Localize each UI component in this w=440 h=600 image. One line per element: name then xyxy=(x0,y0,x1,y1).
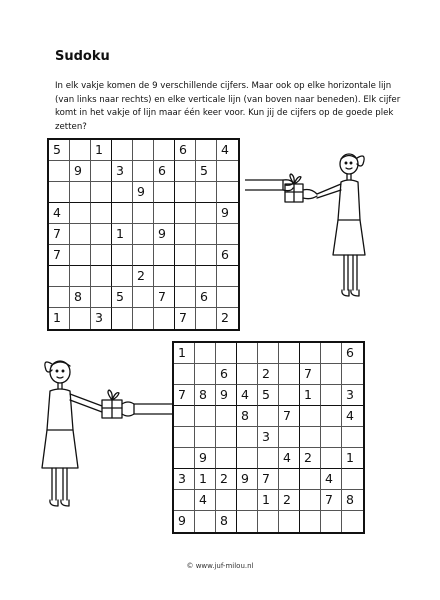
sudoku-cell[interactable] xyxy=(279,511,300,532)
sudoku-cell[interactable] xyxy=(195,364,216,385)
sudoku-cell[interactable] xyxy=(133,224,154,245)
sudoku-cell[interactable] xyxy=(175,161,196,182)
sudoku-cell[interactable] xyxy=(258,406,279,427)
sudoku-cell: 1 xyxy=(49,308,70,329)
sudoku-cell[interactable] xyxy=(279,385,300,406)
sudoku-cell[interactable] xyxy=(196,182,217,203)
instructions-line: zetten? xyxy=(55,121,87,132)
sudoku-cell[interactable] xyxy=(237,343,258,364)
sudoku-cell[interactable] xyxy=(91,245,112,266)
sudoku-cell[interactable] xyxy=(216,448,237,469)
sudoku-cell: 4 xyxy=(342,406,363,427)
sudoku-cell: 8 xyxy=(237,406,258,427)
sudoku-cell[interactable] xyxy=(342,427,363,448)
sudoku-cell: 4 xyxy=(321,469,342,490)
sudoku-cell: 9 xyxy=(174,511,195,532)
sudoku-cell[interactable] xyxy=(175,224,196,245)
sudoku-cell[interactable] xyxy=(217,224,238,245)
sudoku-cell: 7 xyxy=(175,308,196,329)
sudoku-cell[interactable] xyxy=(279,364,300,385)
sudoku-grid-2 xyxy=(172,341,365,534)
sudoku-cell[interactable] xyxy=(196,308,217,329)
sudoku-cell[interactable] xyxy=(258,511,279,532)
sudoku-cell: 7 xyxy=(258,469,279,490)
sudoku-cell[interactable] xyxy=(195,406,216,427)
sudoku-cell: 7 xyxy=(279,406,300,427)
instructions-line: In elk vakje komen de 9 verschillende cijfers. Maar ook op elke horizontale lijn xyxy=(55,81,392,91)
girl-receiving-gift-illustration xyxy=(245,150,390,310)
sudoku-cell[interactable] xyxy=(112,245,133,266)
sudoku-cell: 6 xyxy=(196,287,217,308)
sudoku-grid-1 xyxy=(47,138,240,331)
sudoku-cell[interactable] xyxy=(133,161,154,182)
sudoku-cell: 6 xyxy=(217,245,238,266)
sudoku-cell: 8 xyxy=(342,490,363,511)
sudoku-cell[interactable] xyxy=(91,161,112,182)
sudoku-cell[interactable] xyxy=(196,245,217,266)
sudoku-cell[interactable] xyxy=(174,490,195,511)
sudoku-cell[interactable] xyxy=(196,224,217,245)
sudoku-cell[interactable] xyxy=(321,427,342,448)
sudoku-cell[interactable] xyxy=(217,287,238,308)
sudoku-cell[interactable] xyxy=(91,287,112,308)
sudoku-cell[interactable] xyxy=(133,308,154,329)
sudoku-cell[interactable] xyxy=(174,364,195,385)
sudoku-cell[interactable] xyxy=(300,511,321,532)
sudoku-cell[interactable] xyxy=(321,343,342,364)
sudoku-cell[interactable] xyxy=(237,364,258,385)
sudoku-cell: 4 xyxy=(279,448,300,469)
sudoku-cell[interactable] xyxy=(300,427,321,448)
sudoku-cell[interactable] xyxy=(175,245,196,266)
sudoku-cell[interactable] xyxy=(175,182,196,203)
sudoku-cell: 2 xyxy=(221,310,229,325)
sudoku-cell[interactable] xyxy=(342,469,363,490)
sudoku-cell[interactable] xyxy=(49,182,70,203)
sudoku-cell[interactable] xyxy=(49,266,70,287)
sudoku-cell: 5 xyxy=(112,287,133,308)
sudoku-cell[interactable] xyxy=(154,308,175,329)
sudoku-cell: 1 xyxy=(91,140,112,161)
sudoku-cell[interactable] xyxy=(70,308,91,329)
sudoku-cell[interactable] xyxy=(91,182,112,203)
instructions xyxy=(55,80,400,134)
sudoku-cell: 5 xyxy=(49,140,70,161)
sudoku-cell[interactable] xyxy=(154,182,175,203)
sudoku-cell[interactable] xyxy=(237,511,258,532)
sudoku-cell[interactable] xyxy=(112,182,133,203)
sudoku-cell[interactable] xyxy=(196,266,217,287)
sudoku-cell: 3 xyxy=(174,469,195,490)
sudoku-cell: 7 xyxy=(321,490,342,511)
sudoku-cell[interactable] xyxy=(196,203,217,224)
sudoku-cell[interactable] xyxy=(300,469,321,490)
sudoku-cell: 7 xyxy=(49,245,70,266)
sudoku-cell[interactable] xyxy=(300,406,321,427)
sudoku-cell[interactable] xyxy=(342,511,363,532)
sudoku-cell: 2 xyxy=(279,490,300,511)
sudoku-cell: 6 xyxy=(175,140,196,161)
sudoku-cell[interactable] xyxy=(216,406,237,427)
sudoku-cell: 1 xyxy=(195,469,216,490)
sudoku-cell[interactable] xyxy=(321,511,342,532)
sudoku-cell: 8 xyxy=(70,287,91,308)
sudoku-cell: 3 xyxy=(112,161,133,182)
sudoku-cell[interactable] xyxy=(133,203,154,224)
sudoku-cell[interactable] xyxy=(112,308,133,329)
sudoku-cell[interactable] xyxy=(112,140,133,161)
sudoku-cell[interactable] xyxy=(154,245,175,266)
sudoku-cell: 9 xyxy=(70,161,91,182)
sudoku-cell: 9 xyxy=(133,182,154,203)
sudoku-cell: 1 xyxy=(342,448,363,469)
sudoku-cell[interactable] xyxy=(195,427,216,448)
sudoku-cell[interactable] xyxy=(217,182,238,203)
sudoku-cell[interactable] xyxy=(91,266,112,287)
sudoku-cell[interactable] xyxy=(195,511,216,532)
sudoku-cell[interactable] xyxy=(258,343,279,364)
sudoku-cell: 9 xyxy=(216,385,237,406)
sudoku-cell: 7 xyxy=(154,287,175,308)
sudoku-cell: 2 xyxy=(216,469,237,490)
sudoku-cell[interactable] xyxy=(237,448,258,469)
sudoku-cell: 6 xyxy=(216,364,237,385)
sudoku-cell[interactable] xyxy=(49,287,70,308)
sudoku-cell: 3 xyxy=(258,427,279,448)
sudoku-cell[interactable] xyxy=(300,490,321,511)
sudoku-cell[interactable] xyxy=(279,427,300,448)
sudoku-cell: 1 xyxy=(300,385,321,406)
sudoku-cell: 1 xyxy=(112,224,133,245)
sudoku-cell: 4 xyxy=(217,140,238,161)
sudoku-cell[interactable] xyxy=(258,448,279,469)
sudoku-cell[interactable] xyxy=(91,203,112,224)
sudoku-cell[interactable] xyxy=(70,140,91,161)
sudoku-cell[interactable] xyxy=(133,245,154,266)
sudoku-cell: 5 xyxy=(258,385,279,406)
sudoku-cell[interactable] xyxy=(217,266,238,287)
sudoku-cell[interactable] xyxy=(175,266,196,287)
sudoku-cell[interactable] xyxy=(174,448,195,469)
instructions-line: komt in het vakje of lijn maar één keer voor. Kun jij de cijfers op de goede plek xyxy=(55,108,394,118)
sudoku-cell: 8 xyxy=(195,385,216,406)
sudoku-cell: 6 xyxy=(342,343,363,364)
sudoku-cell: 6 xyxy=(154,161,175,182)
sudoku-cell: 3 xyxy=(91,308,112,329)
sudoku-cell: 1 xyxy=(174,343,195,364)
sudoku-cell[interactable] xyxy=(154,266,175,287)
sudoku-cell: 7 xyxy=(174,385,195,406)
sudoku-cell[interactable] xyxy=(154,203,175,224)
sudoku-cell[interactable] xyxy=(321,406,342,427)
sudoku-cell[interactable] xyxy=(279,469,300,490)
sudoku-cell[interactable] xyxy=(216,490,237,511)
sudoku-cell[interactable] xyxy=(217,161,238,182)
sudoku-cell[interactable] xyxy=(237,490,258,511)
sudoku-cell[interactable] xyxy=(70,203,91,224)
sudoku-cell: 3 xyxy=(342,385,363,406)
sudoku-cell[interactable] xyxy=(321,385,342,406)
sudoku-cell: 7 xyxy=(300,364,321,385)
sudoku-cell: 9 xyxy=(237,469,258,490)
sudoku-cell: 1 xyxy=(258,490,279,511)
instructions-line: (van links naar rechts) en elke verticale lijn (van boven naar beneden). Elk cijfer xyxy=(55,94,401,105)
sudoku-cell: 9 xyxy=(217,203,238,224)
sudoku-cell: 4 xyxy=(49,203,70,224)
sudoku-cell: 9 xyxy=(195,448,216,469)
sudoku-cell[interactable] xyxy=(321,364,342,385)
sudoku-cell[interactable] xyxy=(70,266,91,287)
sudoku-cell: 8 xyxy=(216,511,237,532)
sudoku-cell[interactable] xyxy=(216,427,237,448)
sudoku-cell[interactable] xyxy=(154,140,175,161)
sudoku-cell[interactable] xyxy=(70,182,91,203)
sudoku-cell[interactable] xyxy=(70,245,91,266)
sudoku-cell[interactable] xyxy=(91,224,112,245)
sudoku-cell[interactable] xyxy=(174,406,195,427)
sudoku-cell: 4 xyxy=(237,385,258,406)
sudoku-cell[interactable] xyxy=(216,343,237,364)
sudoku-cell[interactable] xyxy=(237,427,258,448)
sudoku-cell: 2 xyxy=(133,266,154,287)
sudoku-cell[interactable] xyxy=(321,448,342,469)
sudoku-cell: 7 xyxy=(49,224,70,245)
sudoku-cell[interactable] xyxy=(175,203,196,224)
sudoku-cell[interactable] xyxy=(112,266,133,287)
sudoku-cell[interactable] xyxy=(174,427,195,448)
sudoku-cell: 2 xyxy=(300,448,321,469)
sudoku-cell[interactable] xyxy=(196,140,217,161)
sudoku-cell[interactable] xyxy=(112,203,133,224)
sudoku-cell[interactable] xyxy=(175,287,196,308)
sudoku-cell: 2 xyxy=(258,364,279,385)
girl-giving-gift-illustration xyxy=(30,350,172,510)
sudoku-cell[interactable] xyxy=(195,343,216,364)
sudoku-cell[interactable] xyxy=(133,140,154,161)
sudoku-cell[interactable] xyxy=(279,343,300,364)
copyright-footer: © www.juf-milou.nl xyxy=(186,562,254,570)
sudoku-cell[interactable] xyxy=(49,161,70,182)
sudoku-cell: 9 xyxy=(154,224,175,245)
page-title: Sudoku xyxy=(55,49,110,64)
sudoku-cell: 4 xyxy=(195,490,216,511)
sudoku-cell: 5 xyxy=(196,161,217,182)
sudoku-cell[interactable] xyxy=(70,224,91,245)
sudoku-cell[interactable] xyxy=(300,343,321,364)
sudoku-cell[interactable] xyxy=(342,364,363,385)
sudoku-cell[interactable] xyxy=(133,287,154,308)
